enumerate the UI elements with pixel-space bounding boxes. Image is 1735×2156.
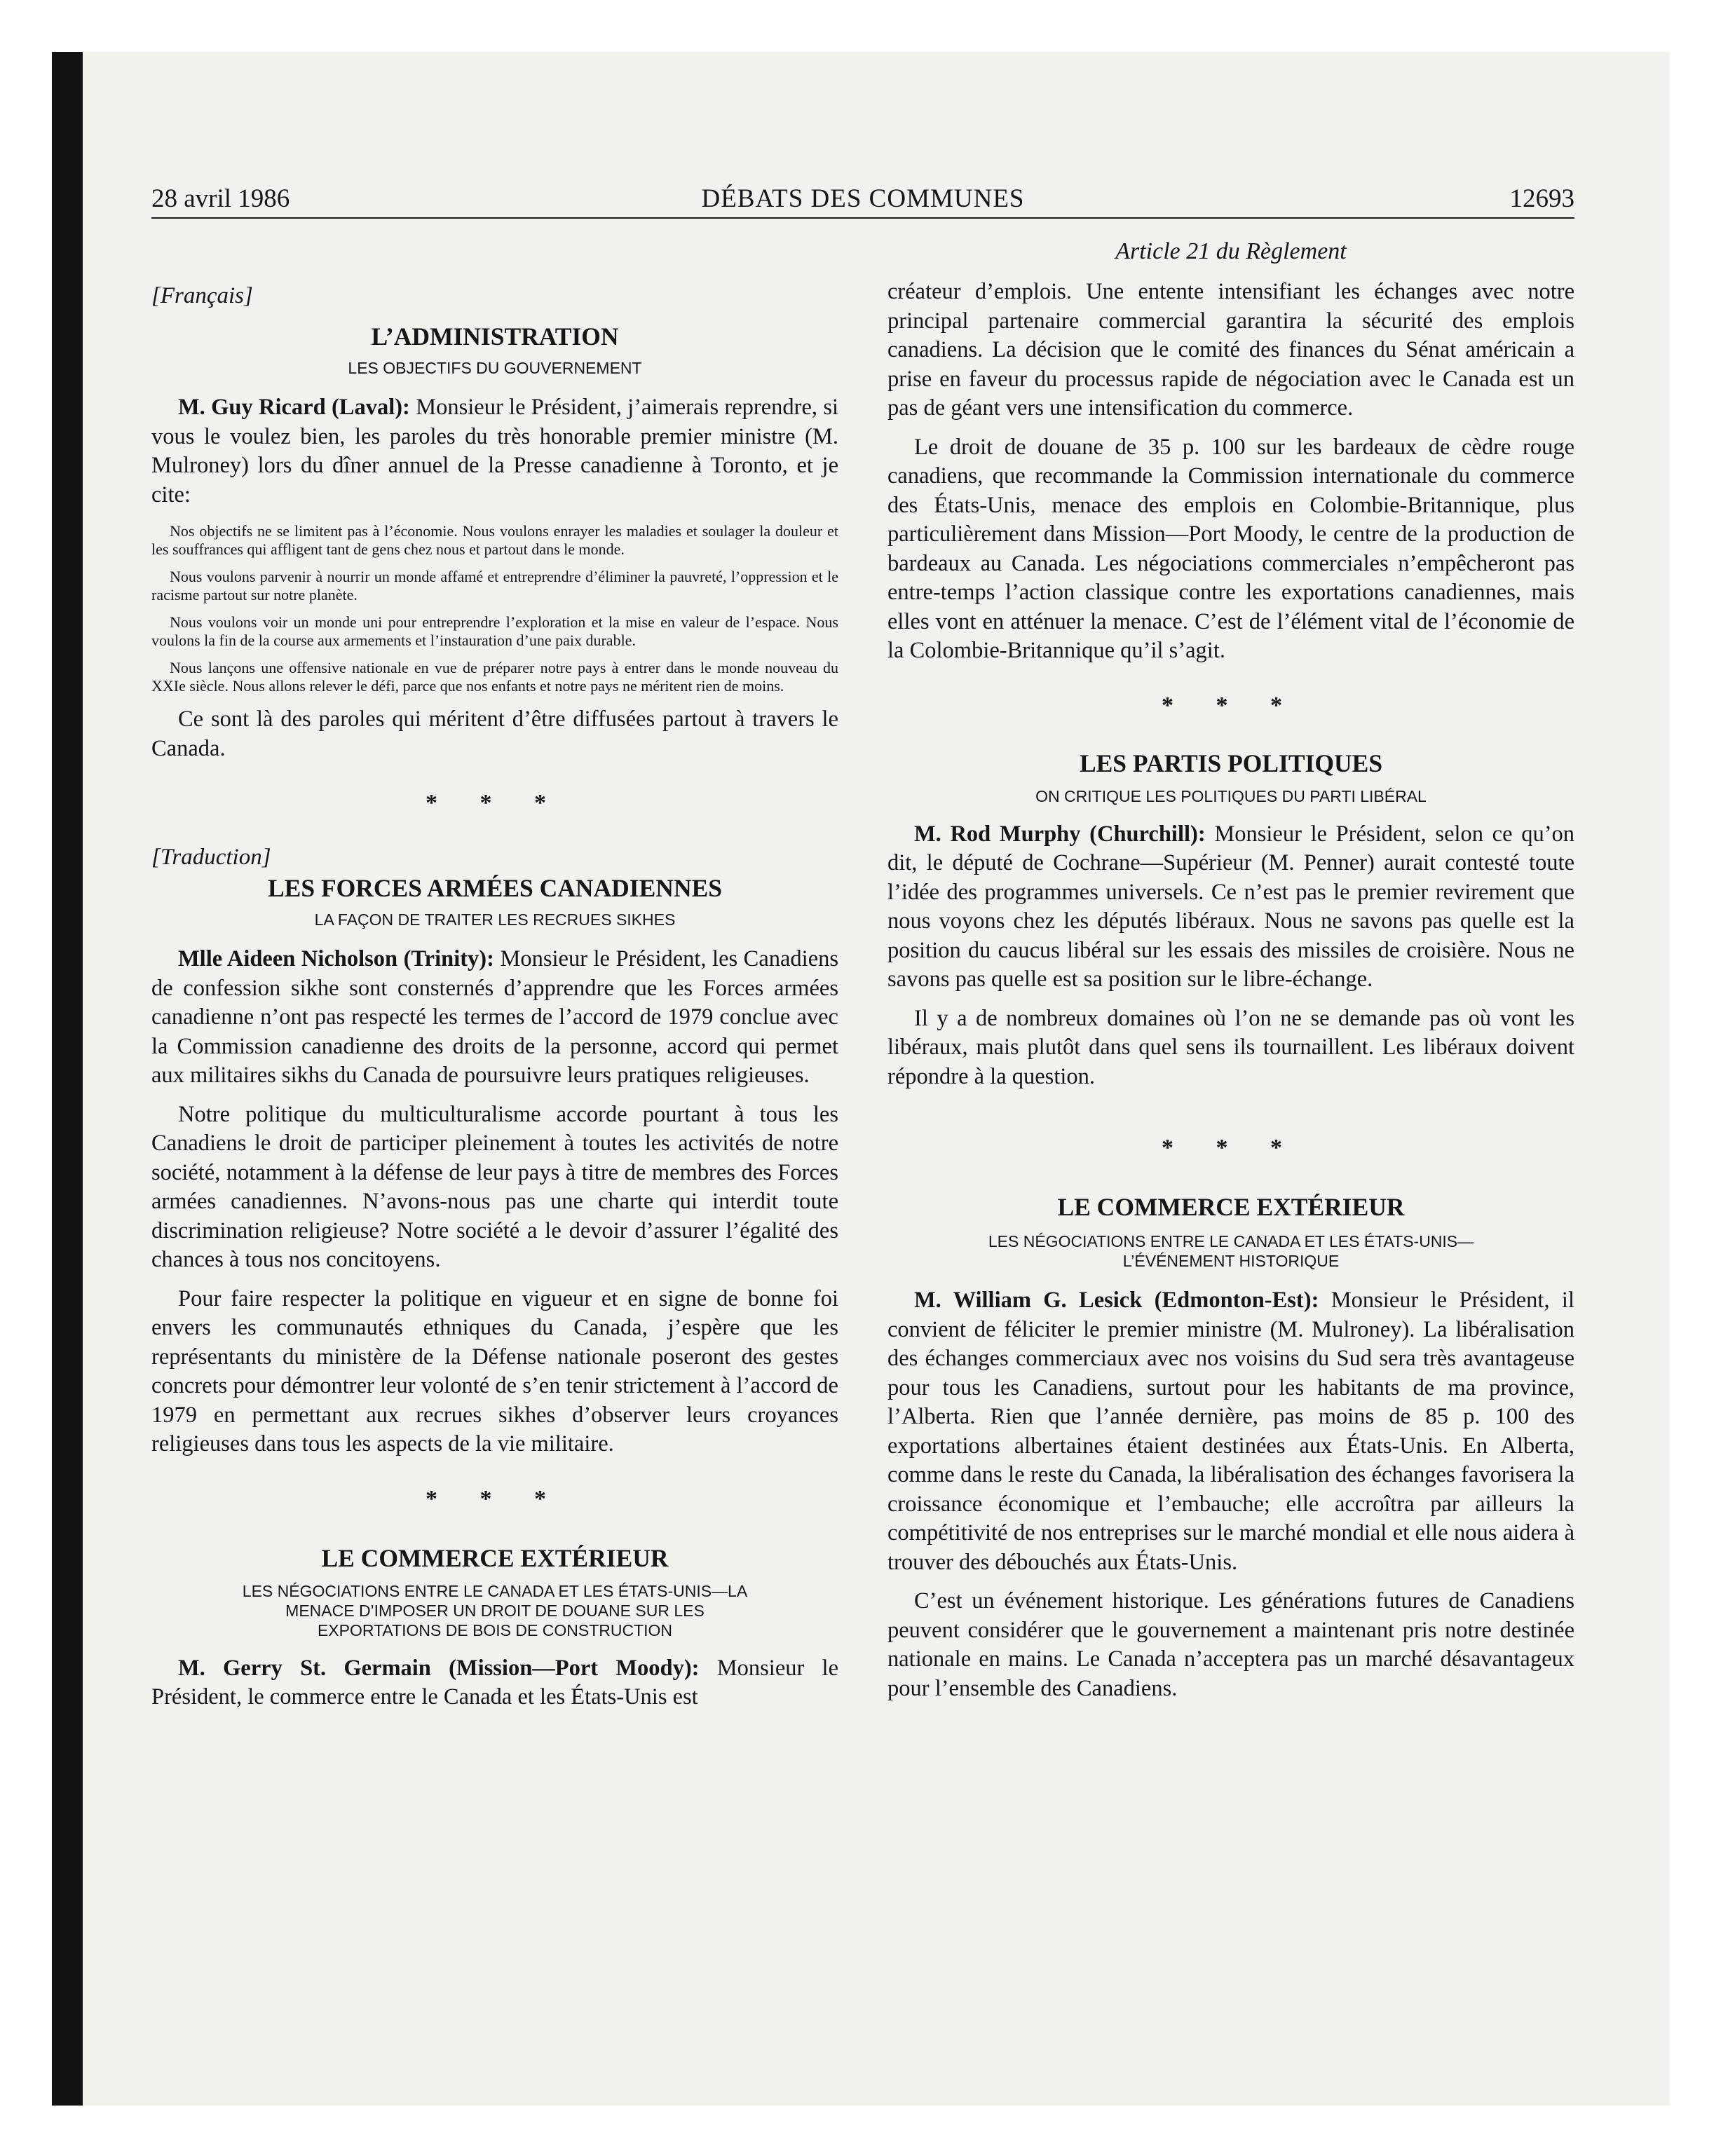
speech-paragraph	[151, 1654, 838, 1712]
speaker-name: M. William G. Lesick (Edmonton-Est):	[914, 1288, 1319, 1313]
speech-text: Monsieur le Président, les Canadiens de confession sikhe sont consternés d’apprendre que les Forces armées canadienne n’ont pas respecté les termes de l’accord de 1979 conclue avec la Commission canadienne des droits de la personne, accord qui permet aux militaires sikhs du Canada de poursuivre leurs pratiques religieuses.	[151, 946, 839, 1088]
section-subtitle-line: L’ÉVÉNEMENT HISTORIQUE	[1122, 1252, 1340, 1270]
speaker-name: M. Guy Ricard (Laval):	[178, 395, 410, 420]
section-separator: * * *	[1162, 692, 1300, 718]
section-separator: * * *	[426, 790, 564, 816]
language-tag: [Traduction]	[151, 845, 271, 870]
section-subtitle-line: MENACE D’IMPOSER UN DROIT DE DOUANE SUR LES	[285, 1601, 705, 1620]
speech-paragraph: C’est un événement historique. Les générations futures de Canadiens peuvent considérer que le gouvernement a maintenant pris notre destinée nationale en mains. Le Canada n’acceptera pas un marché désavantageux pour l’ensemble des Canadiens.	[887, 1588, 1574, 1701]
speech-paragraph	[151, 393, 838, 510]
speaker-name: M. Rod Murphy (Churchill):	[914, 821, 1206, 847]
quote-paragraph: Nos objectifs ne se limitent pas à l’économie. Nous voulons enrayer les maladies et soulager la douleur et les souffrances qui affligent tant de gens chez nous et partout dans le monde.	[151, 522, 838, 558]
header-date: 28 avril 1986	[151, 184, 290, 213]
speech-paragraph	[887, 1286, 1574, 1577]
section-title: L’ADMINISTRATION	[371, 322, 619, 350]
section-title: LE COMMERCE EXTÉRIEUR	[321, 1543, 669, 1572]
quote-paragraph: Nous voulons parvenir à nourrir un monde affamé et entreprendre d’éliminer la pauvreté, l’oppression et le racisme partout sur notre planète.	[151, 568, 838, 603]
section-title: LE COMMERCE EXTÉRIEUR	[1057, 1193, 1405, 1221]
section-subtitle: LA FAÇON DE TRAITER LES RECRUES SIKHES	[314, 910, 676, 929]
section-subtitle: LES OBJECTIFS DU GOUVERNEMENT	[348, 359, 642, 377]
header-title: DÉBATS DES COMMUNES	[701, 184, 1025, 213]
section-subtitle-line: LES NÉGOCIATIONS ENTRE LE CANADA ET LES ÉTATS-UNIS—LA	[242, 1581, 748, 1600]
speech-paragraph: Il y a de nombreux domaines où l’on ne se demande pas où vont les libéraux, mais plutôt dans quel sens ils tournaillent. Les libéraux doivent répondre à la question.	[887, 1005, 1574, 1089]
section-title: LES FORCES ARMÉES CANADIENNES	[267, 874, 722, 902]
section-separator: * * *	[426, 1485, 564, 1512]
speech-text: Monsieur le Président, le commerce entre le Canada et les États-Unis est	[151, 1655, 839, 1710]
language-tag: [Français]	[151, 283, 253, 308]
running-head: Article 21 du Règlement	[1115, 238, 1347, 264]
quote-paragraph: Nous lançons une offensive nationale en vue de préparer notre pays à entrer dans le monde nouveau du XXIe siècle. Nous allons relever le défi, parce que nos enfants et notre pays ne méritent rien de moins.	[151, 659, 838, 695]
speech-paragraph: Pour faire respecter la politique en vigueur et en signe de bonne foi envers les communautés ethniques du Canada, j’espère que les représentants du ministère de la Défense nationale poseront des gestes concrets pour démontrer leur volonté de s’en tenir strictement à l’accord de 1979 en permettant aux recrues sikhes d’observer leurs croyances religieuses dans tous les aspects de la vie militaire.	[151, 1285, 838, 1456]
left-column	[151, 278, 838, 1712]
section-subtitle-line: EXPORTATIONS DE BOIS DE CONSTRUCTION	[317, 1621, 673, 1639]
speech-paragraph: Ce sont là des paroles qui méritent d’être diffusées partout à travers le Canada.	[151, 707, 838, 761]
speech-paragraph	[151, 945, 838, 1091]
page-number: 12693	[1509, 184, 1574, 213]
speech-continuation: créateur d’emplois. Une entente intensifiant les échanges avec notre principal partenaire commercial garantira la sécurité des emplois canadiens. La décision que le comité des finances du Sénat américain a prise en faveur du processus rapide de négociation avec le Canada est un pas de géant vers une intensification du commerce.	[887, 279, 1574, 421]
section-title: LES PARTIS POLITIQUES	[1079, 749, 1383, 777]
header-rule	[151, 217, 1574, 219]
quote-paragraph: Nous voulons voir un monde uni pour entreprendre l’exploration et la mise en valeur de l’espace. Nous voulons la fin de la course aux armements et l’instauration d’une paix durable.	[151, 613, 838, 649]
speaker-name: Mlle Aideen Nicholson (Trinity):	[178, 946, 494, 971]
page-header	[151, 184, 1574, 220]
speech-paragraph: Le droit de douane de 35 p. 100 sur les bardeaux de cèdre rouge canadiens, que recommande la Commission internationale du commerce des États-Unis, menace des emplois en Colombie-Britannique, plus particulièrement dans Mission—Port Moody, le centre de la production de bardeaux au Canada. Les négociations commerciales n’empêcheront pas entre-temps l’action classique contre les exportations canadiennes, mais elles vont en atténuer la menace. C’est de l’élément vital de l’économie de la Colombie-Britannique qu’il s’agit.	[887, 434, 1574, 663]
speech-paragraph	[887, 820, 1574, 995]
section-subtitle: ON CRITIQUE LES POLITIQUES DU PARTI LIBÉRAL	[1035, 786, 1427, 805]
speech-paragraph: Notre politique du multiculturalisme accorde pourtant à tous les Canadiens le droit de participer pleinement à toutes les activités de notre société, notamment à la défense de leur pays à titre de membres des Forces armées canadiennes. N’avons-nous pas une charte qui interdit toute discrimination religieuse? Notre société a le devoir d’assurer l’égalité des chances à tous nos concitoyens.	[151, 1101, 838, 1272]
scan-edge	[52, 52, 83, 2106]
section-separator: * * *	[1162, 1135, 1300, 1161]
speech-text: Monsieur le Président, j’aimerais reprendre, si vous le voulez bien, les paroles du très honorable premier ministre (M. Mulroney) lors du dîner annuel de la Presse canadienne à Toronto, et je cite:	[151, 395, 838, 507]
speech-text: Monsieur le Président, selon ce qu’on dit, le député de Cochrane—Supérieur (M. Penner) aurait contesté toute l’idée des programmes universels. Ce n’est pas le premier revirement que nous voyons chez les députés libéraux. Nous ne savons pas quelle est la position du caucus libéral sur les essais des missiles de croisière. Nous ne savons pas quelle est sa position sur le libre-échange.	[887, 821, 1575, 992]
speaker-name: M. Gerry St. Germain (Mission—Port Moody):	[178, 1655, 700, 1681]
speech-text: Monsieur le Président, il convient de féliciter le premier ministre (M. Mulroney). La libéralisation des échanges commerciaux avec nos voisins du Sud sera très avantageuse pour tous les Canadiens, surtout pour les habitants de ma province, l’Alberta. Rien que l’année dernière, pas moins de 85 p. 100 des exportations albertaines étaient destinées aux États-Unis. En Alberta, comme dans le reste du Canada, la libéralisation des échanges favorisera la croissance économique et l’embauche; elle accroîtra par ailleurs la compétitivité de nos entreprises sur le marché mondial et elle nous aidera à trouver des débouchés aux États-Unis.	[887, 1288, 1574, 1575]
section-subtitle-line: LES NÉGOCIATIONS ENTRE LE CANADA ET LES ÉTATS-UNIS—	[988, 1232, 1474, 1250]
right-column	[887, 278, 1574, 1703]
